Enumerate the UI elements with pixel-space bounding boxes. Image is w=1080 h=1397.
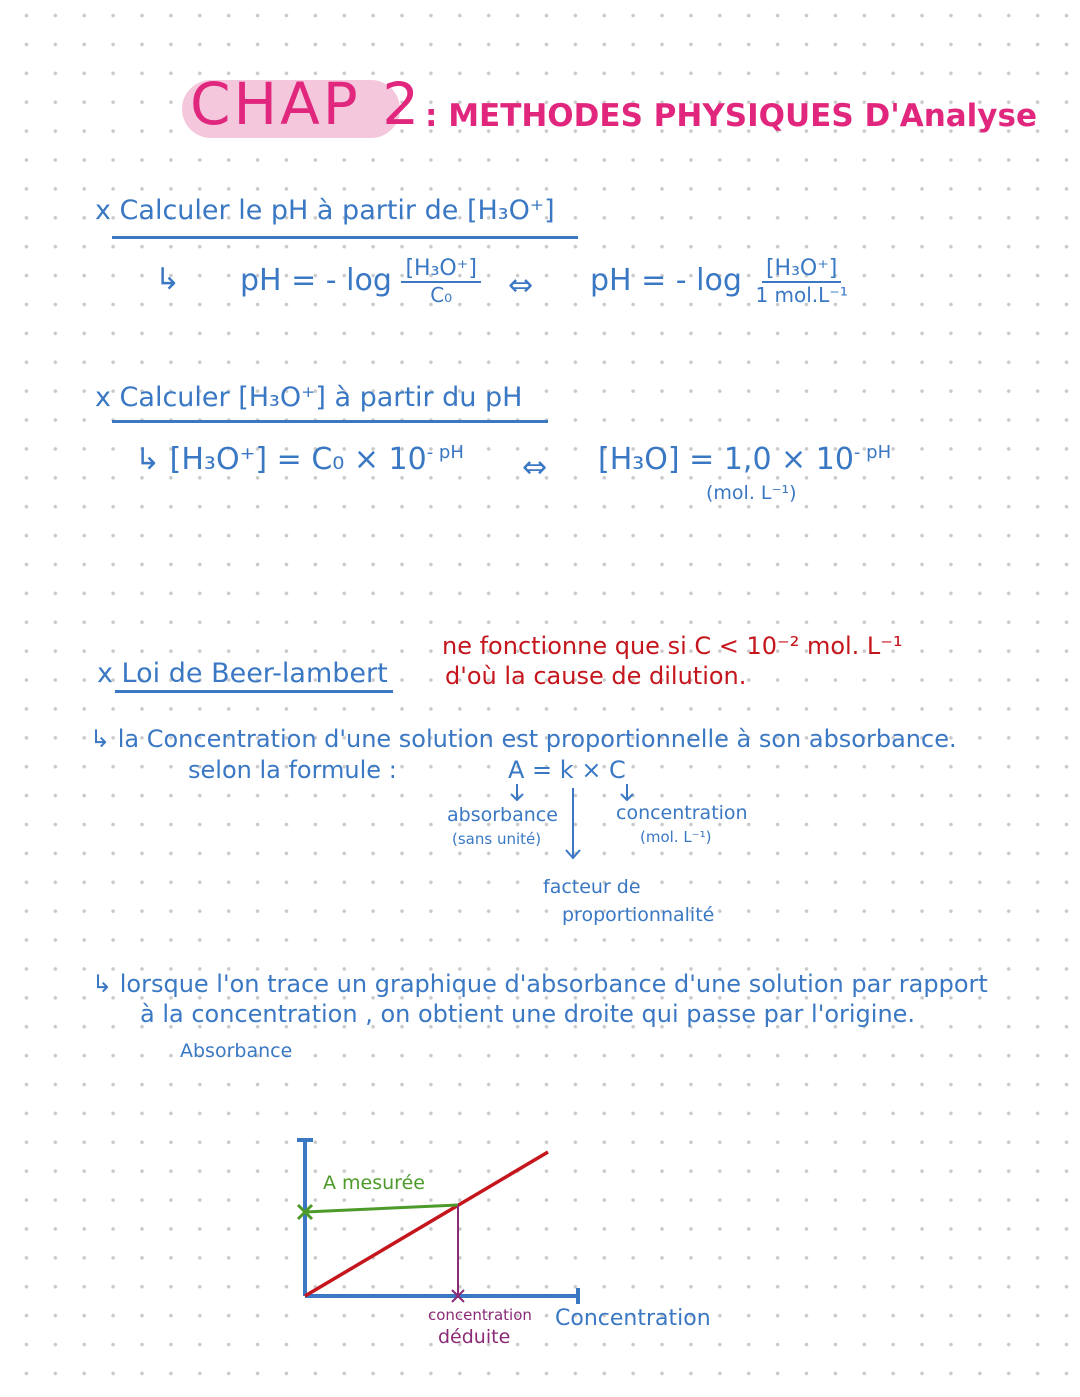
section1-eq-right-num: [H₃O⁺] [762, 256, 841, 283]
graph-x-axis-label: Concentration [555, 1306, 711, 1331]
section1-eq-right-prefix: pH = - log [590, 263, 742, 298]
section2-eq-right-text: [H₃O] = 1,0 × 10 [598, 442, 854, 477]
graph-measured-label: A mesurée [323, 1172, 425, 1194]
label-concentration-unit: (mol. L⁻¹) [640, 828, 712, 846]
formula-arrows [511, 784, 633, 858]
label-concentration: concentration [616, 802, 748, 824]
section1-eq-left-prefix: pH = - log [240, 263, 392, 298]
section3-heading: x Loi de Beer-lambert [97, 658, 388, 689]
graph-deduced-label-line2: déduite [438, 1326, 511, 1348]
arrow-to-absorbance [511, 784, 523, 800]
beer-lambert-formula: A = k × C [508, 756, 626, 784]
label-absorbance-unit: (sans unité) [452, 830, 542, 848]
chapter-subtitle: : METHODES PHYSIQUES D'Analyse [425, 98, 1037, 134]
section2-eq-left-exp: - pH [426, 442, 464, 463]
graph-y-axis-label: Absorbance [180, 1040, 293, 1062]
beer-lambert-condition: ne fonctionne que si C < 10⁻² mol. L⁻¹ [442, 632, 903, 660]
graph-measured-line [298, 1205, 458, 1219]
chapter-title: CHAP 2 [190, 70, 423, 138]
section1-equiv: ⇔ [508, 268, 534, 303]
section1-heading: x Calculer le pH à partir de [H₃O⁺] [95, 195, 555, 226]
label-factor-line1: facteur de [543, 876, 641, 898]
section1-eq-left-den: C₀ [430, 283, 453, 307]
beer-lambert-dilution-note: d'où la cause de dilution. [445, 662, 747, 690]
section1-arrow: ↳ [155, 262, 181, 297]
graph-description-line2: à la concentration , on obtient une droite qui passe par l'origine. [140, 1000, 916, 1028]
section2-heading: x Calculer [H₃O⁺] à partir du pH [95, 382, 523, 413]
section1-eq-left-num: [H₃O⁺] [401, 256, 480, 283]
label-factor-line2: proportionnalité [562, 904, 715, 926]
graph-deduced-line [452, 1205, 464, 1302]
section2-eq-right-unit: (mol. L⁻¹) [706, 482, 797, 504]
proportionality-statement: ↳ la Concentration d'une solution est proportionnelle à son absorbance. [90, 725, 957, 753]
section2-eq-left-text: ↳ [H₃O⁺] = C₀ × 10 [135, 442, 427, 477]
graph-deduced-label-line1: concentration [428, 1306, 532, 1324]
section1-eq-right-den: 1 mol.L⁻¹ [755, 283, 848, 307]
arrow-to-factor [566, 788, 580, 858]
arrow-to-concentration [621, 784, 633, 800]
graph-axes [297, 1140, 578, 1304]
graph-description-line1: ↳ lorsque l'on trace un graphique d'absorbance d'une solution par rapport [92, 970, 988, 998]
section2-eq-right-exp: - pH [853, 442, 892, 463]
graph-measured-horizontal [305, 1205, 458, 1212]
graph-proportional-line [305, 1152, 548, 1296]
section2-equiv: ⇔ [522, 450, 548, 485]
formula-intro: selon la formule : [188, 756, 397, 784]
label-absorbance: absorbance [447, 804, 558, 826]
